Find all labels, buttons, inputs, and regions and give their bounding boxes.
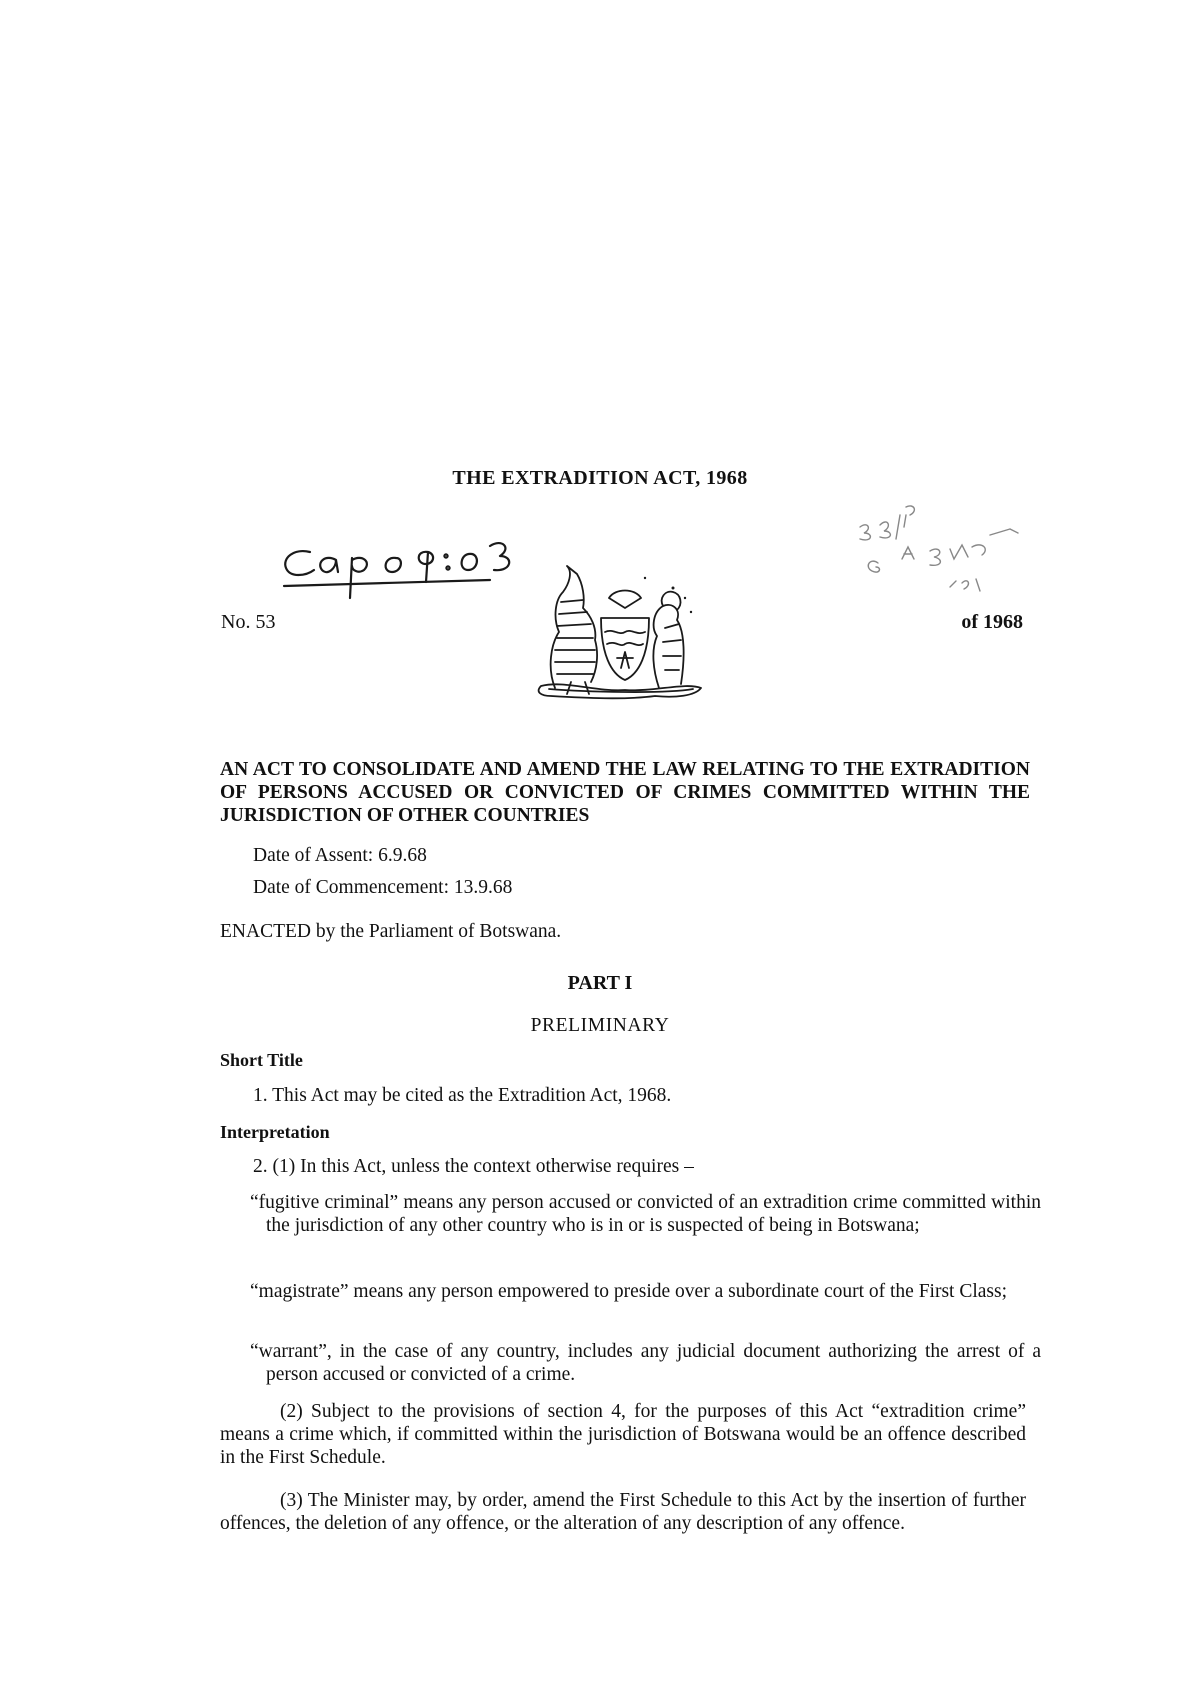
date-of-assent: Date of Assent: 6.9.68 [253, 845, 427, 866]
short-title-heading: Short Title [220, 1050, 303, 1070]
pencil-annotation [850, 487, 1030, 607]
act-title: THE EXTRADITION ACT, 1968 [452, 467, 748, 489]
interpretation-heading: Interpretation [220, 1122, 330, 1142]
definition-warrant: “warrant”, in the case of any country, includes any judicial document authorizing the arrest of a person accused or convicted of a crime. [250, 1341, 1041, 1385]
coat-of-arms-drawing [525, 558, 705, 701]
definition-fugitive-criminal: “fugitive criminal” means any person accused or convicted of an extradition crime committed within the jurisdiction of any other country who is in or is suspected of being in Botswana; [250, 1192, 1041, 1236]
section-1: 1. This Act may be cited as the Extradition Act, 1968. [253, 1085, 672, 1106]
handwritten-cap-number [276, 526, 536, 606]
handwritten-cap-number-drawing [276, 526, 536, 606]
date-of-commencement: Date of Commencement: 13.9.68 [253, 877, 513, 898]
section-2-intro: 2. (1) In this Act, unless the context otherwise requires – [253, 1156, 694, 1177]
long-title: AN ACT TO CONSOLIDATE AND AMEND THE LAW RELATING TO THE EXTRADITION OF PERSONS ACCUSED OR CONVICTED OF CRIMES COMMITTED WITHIN THE JURISDICTION OF OTHER COUNTRIES [220, 759, 1030, 826]
section-2-subsection-3: (3) The Minister may, by order, amend the First Schedule to this Act by the insertion of further offences, the deletion of any offence, or the alteration of any description of any offence. [220, 1490, 1026, 1534]
enacting-clause: ENACTED by the Parliament of Botswana. [220, 921, 562, 942]
act-number: No. 53 [221, 611, 276, 633]
section-2-subsection-2: (2) Subject to the provisions of section 4, for the purposes of this Act “extradition crime” means a crime which, if committed within the jurisdiction of Botswana would be an offence described in the First Schedule. [220, 1401, 1026, 1468]
part-subheading: PRELIMINARY [530, 1015, 670, 1036]
definition-magistrate: “magistrate” means any person empowered to preside over a subordinate court of the First Class; [250, 1281, 1008, 1302]
part-heading: PART I [567, 972, 633, 994]
coat-of-arms [525, 558, 705, 701]
pencil-annotation-drawing [850, 487, 1030, 607]
act-year: of 1968 [961, 611, 1023, 633]
